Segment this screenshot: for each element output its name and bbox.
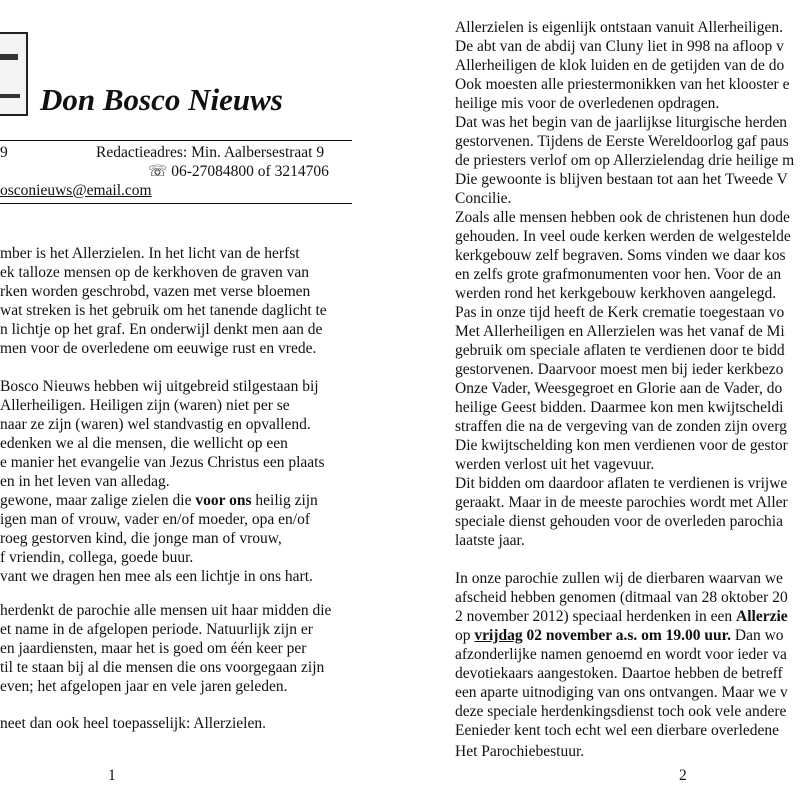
body-line: Concilie. — [455, 190, 512, 207]
body-line: gebruik om speciale aflaten te verdienen door te bidd — [455, 342, 785, 359]
body-line: naar ze zijn (waren) wel standvastig en opvallend. — [0, 416, 311, 433]
body-line: Allerzielen is eigenlijk ontstaan vanuit Allerheiligen. — [455, 19, 783, 36]
body-line: ek talloze mensen op de kerkhoven de graven van — [0, 264, 310, 281]
body-line: geraakt. Maar in de meeste parochies wordt met Aller — [455, 494, 788, 511]
body-line: de priesters verlof om op Allerzielendag drie heilige m — [455, 152, 795, 169]
body-line: deze speciale herdenkingsdienst toch ook vele andere — [455, 703, 787, 720]
body-line: gehouden. In veel oude kerken werden de welgestelde — [455, 228, 791, 245]
body-line: Dit bidden om daardoor aflaten te verdienen is vrijwe — [455, 475, 788, 492]
body-line: men voor de overledene om eeuwige rust en vrede. — [0, 340, 317, 357]
body-line: gestorvenen. Tijdens de Eerste Wereldoorlog gaf paus — [455, 133, 789, 150]
editorial-address: Redactieadres: Min. Aalbersestraat 9 — [96, 144, 325, 161]
body-line: laatste jaar. — [455, 532, 525, 549]
body-line: op vrijdag 02 november a.s. om 19.00 uur. Dan wo — [455, 627, 784, 644]
header-left-fragment: 9 — [0, 144, 8, 161]
body-line: gestorvenen. Daarvoor moest men bij ieder kerkbezo — [455, 361, 784, 378]
body-line: Bosco Nieuws hebben wij uitgebreid stilgestaan bij — [0, 378, 319, 395]
body-line: mber is het Allerzielen. In het licht van de herfst — [0, 245, 300, 262]
body-line: een aparte uitnodiging van ons ontvangen. Maar we v — [455, 684, 788, 701]
body-line: devotiekaars aangestoken. Daartoe hebben de betreff — [455, 665, 783, 682]
emphasis-date: 02 november a.s. om 19.00 uur. — [522, 627, 731, 644]
body-line: vant we dragen hen mee als een lichtje in ons hart. — [0, 568, 313, 585]
emphasis-allerzielen: Allerzie — [736, 608, 788, 625]
body-line: wat streken is het gebruik om het tanende daglicht te — [0, 302, 327, 319]
body-line: even; het afgelopen jaar en vele jaren geleden. — [0, 678, 288, 695]
body-line: Ook moesten alle priestermonikken van het klooster e — [455, 76, 790, 93]
email-link[interactable]: osconieuws@email.com — [0, 182, 152, 199]
body-line: Dat was het begin van de jaarlijkse liturgische herden — [455, 114, 787, 131]
body-line: heilige mis voor de overledenen opdragen. — [455, 95, 720, 112]
body-line: roeg gestorven kind, die jonge man of vrouw, — [0, 530, 282, 547]
body-line: et name in de afgelopen periode. Natuurlijk zijn er — [0, 621, 313, 638]
body-line: Eenieder kent toch echt wel een dierbare overledene — [455, 722, 780, 739]
body-line: edenken we al die mensen, die wellicht op een — [0, 435, 288, 452]
phone-icon: ☏ — [148, 163, 168, 180]
body-line: De abt van de abdij van Cluny liet in 998 na afloop v — [455, 38, 784, 55]
body-line: In onze parochie zullen wij de dierbaren waarvan we — [455, 570, 783, 587]
body-line: neet dan ook heel toepasselijk: Allerzielen. — [0, 715, 266, 732]
body-line: en jaardiensten, maar het is goed om één keer per — [0, 640, 307, 657]
body-line: speciale dienst gehouden voor de overleden parochia — [455, 513, 783, 530]
body-line: werden rond het kerkgebouw kerkhoven aangelegd. — [455, 285, 777, 302]
body-line: igen man of vrouw, vader en/of moeder, opa en/of — [0, 511, 310, 528]
body-line: kerkgebouw zelf begraven. Soms vinden we daar kos — [455, 247, 786, 264]
body-line: Allerheiligen de klok luiden en de getijden van de do — [455, 57, 785, 74]
body-line: Allerheiligen. Heiligen zijn (waren) niet per se — [0, 397, 290, 414]
body-line: heilige Geest bidden. Daarmee kon men kwijtscheldi — [455, 399, 784, 416]
body-line: e manier het evangelie van Jezus Christus een plaats — [0, 454, 325, 471]
signature: Het Parochiebestuur. — [455, 743, 585, 760]
body-line: Die kwijtschelding kon men verdienen voor de gestor — [455, 437, 788, 454]
body-line: f vriendin, collega, goede buur. — [0, 549, 194, 566]
body-line: afzonderlijke namen genoemd en wordt voor ieder va — [455, 646, 787, 663]
body-line: 2 november 2012) speciaal herdenken in een Allerzie — [455, 608, 788, 625]
phone-line — [148, 162, 329, 181]
body-line: herdenkt de parochie alle mensen uit haar midden die — [0, 602, 332, 619]
page-number: 2 — [679, 767, 687, 784]
page-number: 1 — [108, 767, 116, 784]
body-line: straffen die na de vergeving van de zonden zijn overg — [455, 418, 787, 435]
page-gutter — [356, 0, 445, 800]
emphasis-voor-ons: voor ons — [195, 492, 252, 509]
header-rule-top — [0, 140, 352, 141]
body-line: Pas in onze tijd heeft de Kerk crematie toegestaan vo — [455, 304, 785, 321]
body-line: Die gewoonte is blijven bestaan tot aan het Tweede V — [455, 171, 788, 188]
body-line: rken worden geschrobd, vazen met verse bloemen — [0, 283, 311, 300]
body-line: afscheid hebben genomen (ditmaal van 28 oktober 20 — [455, 589, 788, 606]
body-line: gewone, maar zalige zielen die voor ons heilig zijn — [0, 492, 318, 509]
emphasis-vrijdag: vrijdag — [474, 627, 523, 644]
page-two — [445, 0, 800, 800]
body-line: Met Allerheiligen en Allerzielen was het vanaf de Mi — [455, 323, 785, 340]
phone-number: 06-27084800 of 3214706 — [171, 163, 329, 180]
body-line: til te staan bij al die mensen die ons voorgegaan zijn — [0, 659, 325, 676]
body-line: n lichtje op het graf. En onderwijl denkt men aan de — [0, 321, 323, 338]
header-rule-bottom — [0, 203, 352, 204]
body-line: Onze Vader, Weesgegroet en Glorie aan de Vader, do — [455, 380, 783, 397]
body-line: en in het leven van alledag. — [0, 473, 170, 490]
body-line: en zelfs grote grafmonumenten voor hen. Voor de an — [455, 266, 782, 283]
newsletter-title: Don Bosco Nieuws — [40, 82, 283, 117]
body-line: Zoals alle mensen hebben ook de christenen hun dode — [455, 209, 790, 226]
body-line: werden verlost uit het vagevuur. — [455, 456, 655, 473]
page-one — [0, 0, 356, 800]
logo — [0, 32, 28, 116]
